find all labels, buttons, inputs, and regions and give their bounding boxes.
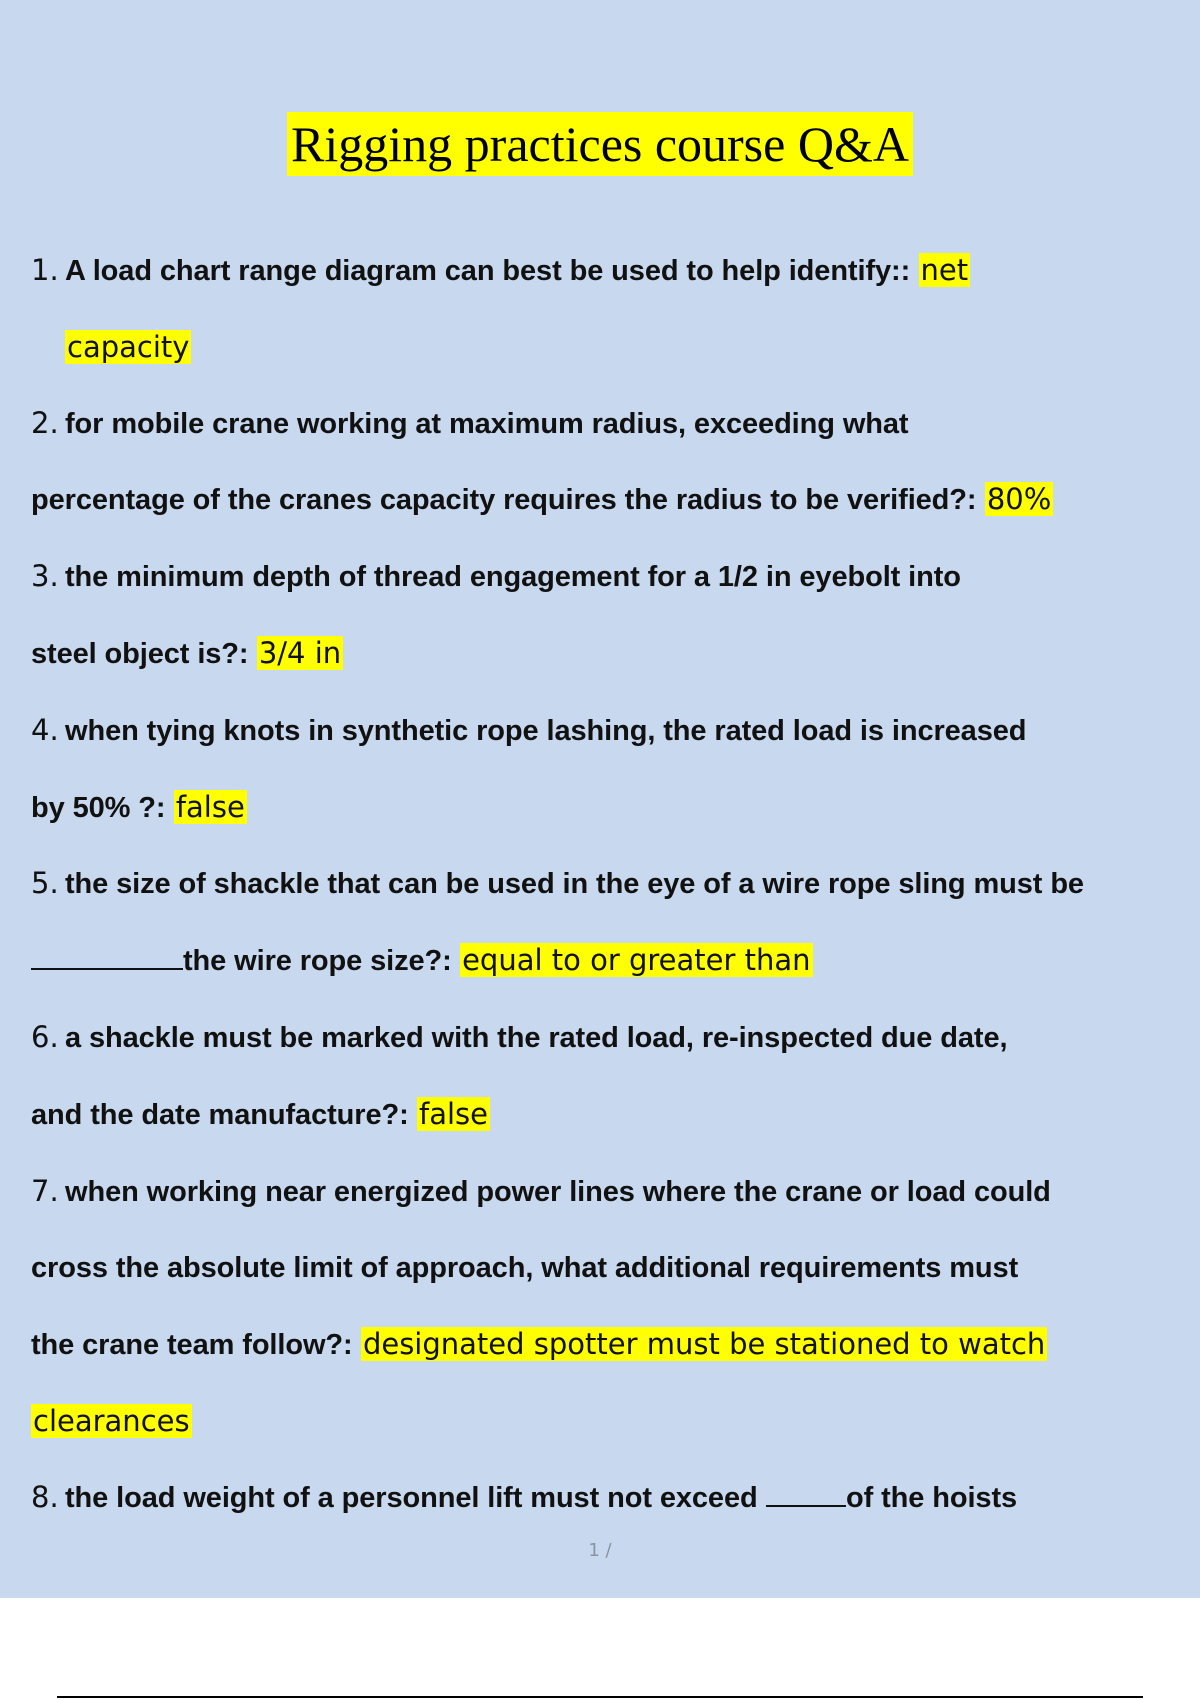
fill-in-blank (766, 1481, 846, 1507)
question-number: 1. (31, 253, 59, 287)
question-text-line2: steel object is?: (31, 637, 249, 670)
question-text-part1: the load weight of a personnel lift must not exceed (65, 1481, 758, 1514)
question-text: A load chart range diagram can best be used to help identify:: (65, 255, 911, 287)
footer-rule (57, 1696, 1143, 1698)
qa-item-5 (31, 846, 1200, 1000)
question-text-line1: a shackle must be marked with the rated load, re-inspected due date, (65, 1021, 1008, 1054)
answer-highlight: false (419, 1096, 489, 1131)
qa-item-8 (31, 1460, 1200, 1537)
answer-highlight: equal to or greater than (462, 943, 811, 978)
question-text-line1: for mobile crane working at maximum radius, exceeding what (65, 407, 909, 440)
question-line2-wrap (31, 483, 1053, 516)
question-line2-wrap (31, 791, 247, 824)
question-text-line2: percentage of the cranes capacity requires the radius to be verified?: (31, 484, 977, 517)
qa-item-7 (31, 1154, 1200, 1460)
question-text-line2: cross the absolute limit of approach, what additional requirements must (31, 1252, 1019, 1285)
question-text-line1: when tying knots in synthetic rope lashing, the rated load is increased (65, 714, 1027, 747)
question-number: 6. (31, 1019, 59, 1054)
question-line2-wrap (31, 944, 813, 977)
question-number: 4. (31, 712, 59, 747)
answer-line2-wrap (31, 1405, 192, 1438)
question-number: 2. (31, 405, 59, 440)
question-text-line1: the minimum depth of thread engagement for a 1/2 in eyebolt into (65, 561, 961, 594)
question-text-line2: the wire rope size?: (183, 945, 452, 978)
question-text-line2: by 50% ?: (31, 791, 166, 824)
question-number: 5. (31, 866, 59, 901)
qa-list (31, 233, 1200, 1537)
question-text-line1: when working near energized power lines where the crane or load could (65, 1175, 1051, 1208)
qa-item-1 (31, 233, 1200, 386)
document-title: Rigging practices course Q&A (287, 112, 913, 176)
question-number: 3. (31, 559, 59, 594)
question-line3-wrap (31, 1328, 1047, 1361)
qa-item-2 (31, 386, 1200, 540)
qa-item-6 (31, 1000, 1200, 1154)
question-line2-wrap (31, 637, 343, 670)
answer-highlight: 3/4 in (258, 635, 342, 670)
answer-highlight: designated spotter must be stationed to watch (362, 1327, 1046, 1362)
fill-in-blank (31, 944, 183, 970)
answer-highlight: false (175, 789, 245, 824)
question-text-line3: the crane team follow?: (31, 1329, 353, 1362)
answer-highlight-continued: capacity (67, 329, 190, 364)
question-text-line1: the size of shackle that can be used in the eye of a wire rope sling must be (65, 868, 1084, 901)
question-number: 7. (31, 1173, 59, 1208)
question-text-line2: and the date manufacture?: (31, 1098, 409, 1131)
question-text-part2: of the hoists (845, 1481, 1018, 1514)
question-line2-wrap (31, 1251, 1018, 1284)
title-container (0, 112, 1200, 176)
page-number: 1 / (588, 1540, 612, 1561)
qa-item-3 (31, 539, 1200, 693)
answer-highlight: 80% (986, 482, 1052, 517)
answer-highlight-continued: clearances (33, 1403, 190, 1438)
question-line2-wrap (31, 1098, 490, 1131)
question-number: 8. (31, 1479, 59, 1514)
qa-item-4 (31, 693, 1200, 847)
answer-highlight: net (920, 253, 969, 287)
